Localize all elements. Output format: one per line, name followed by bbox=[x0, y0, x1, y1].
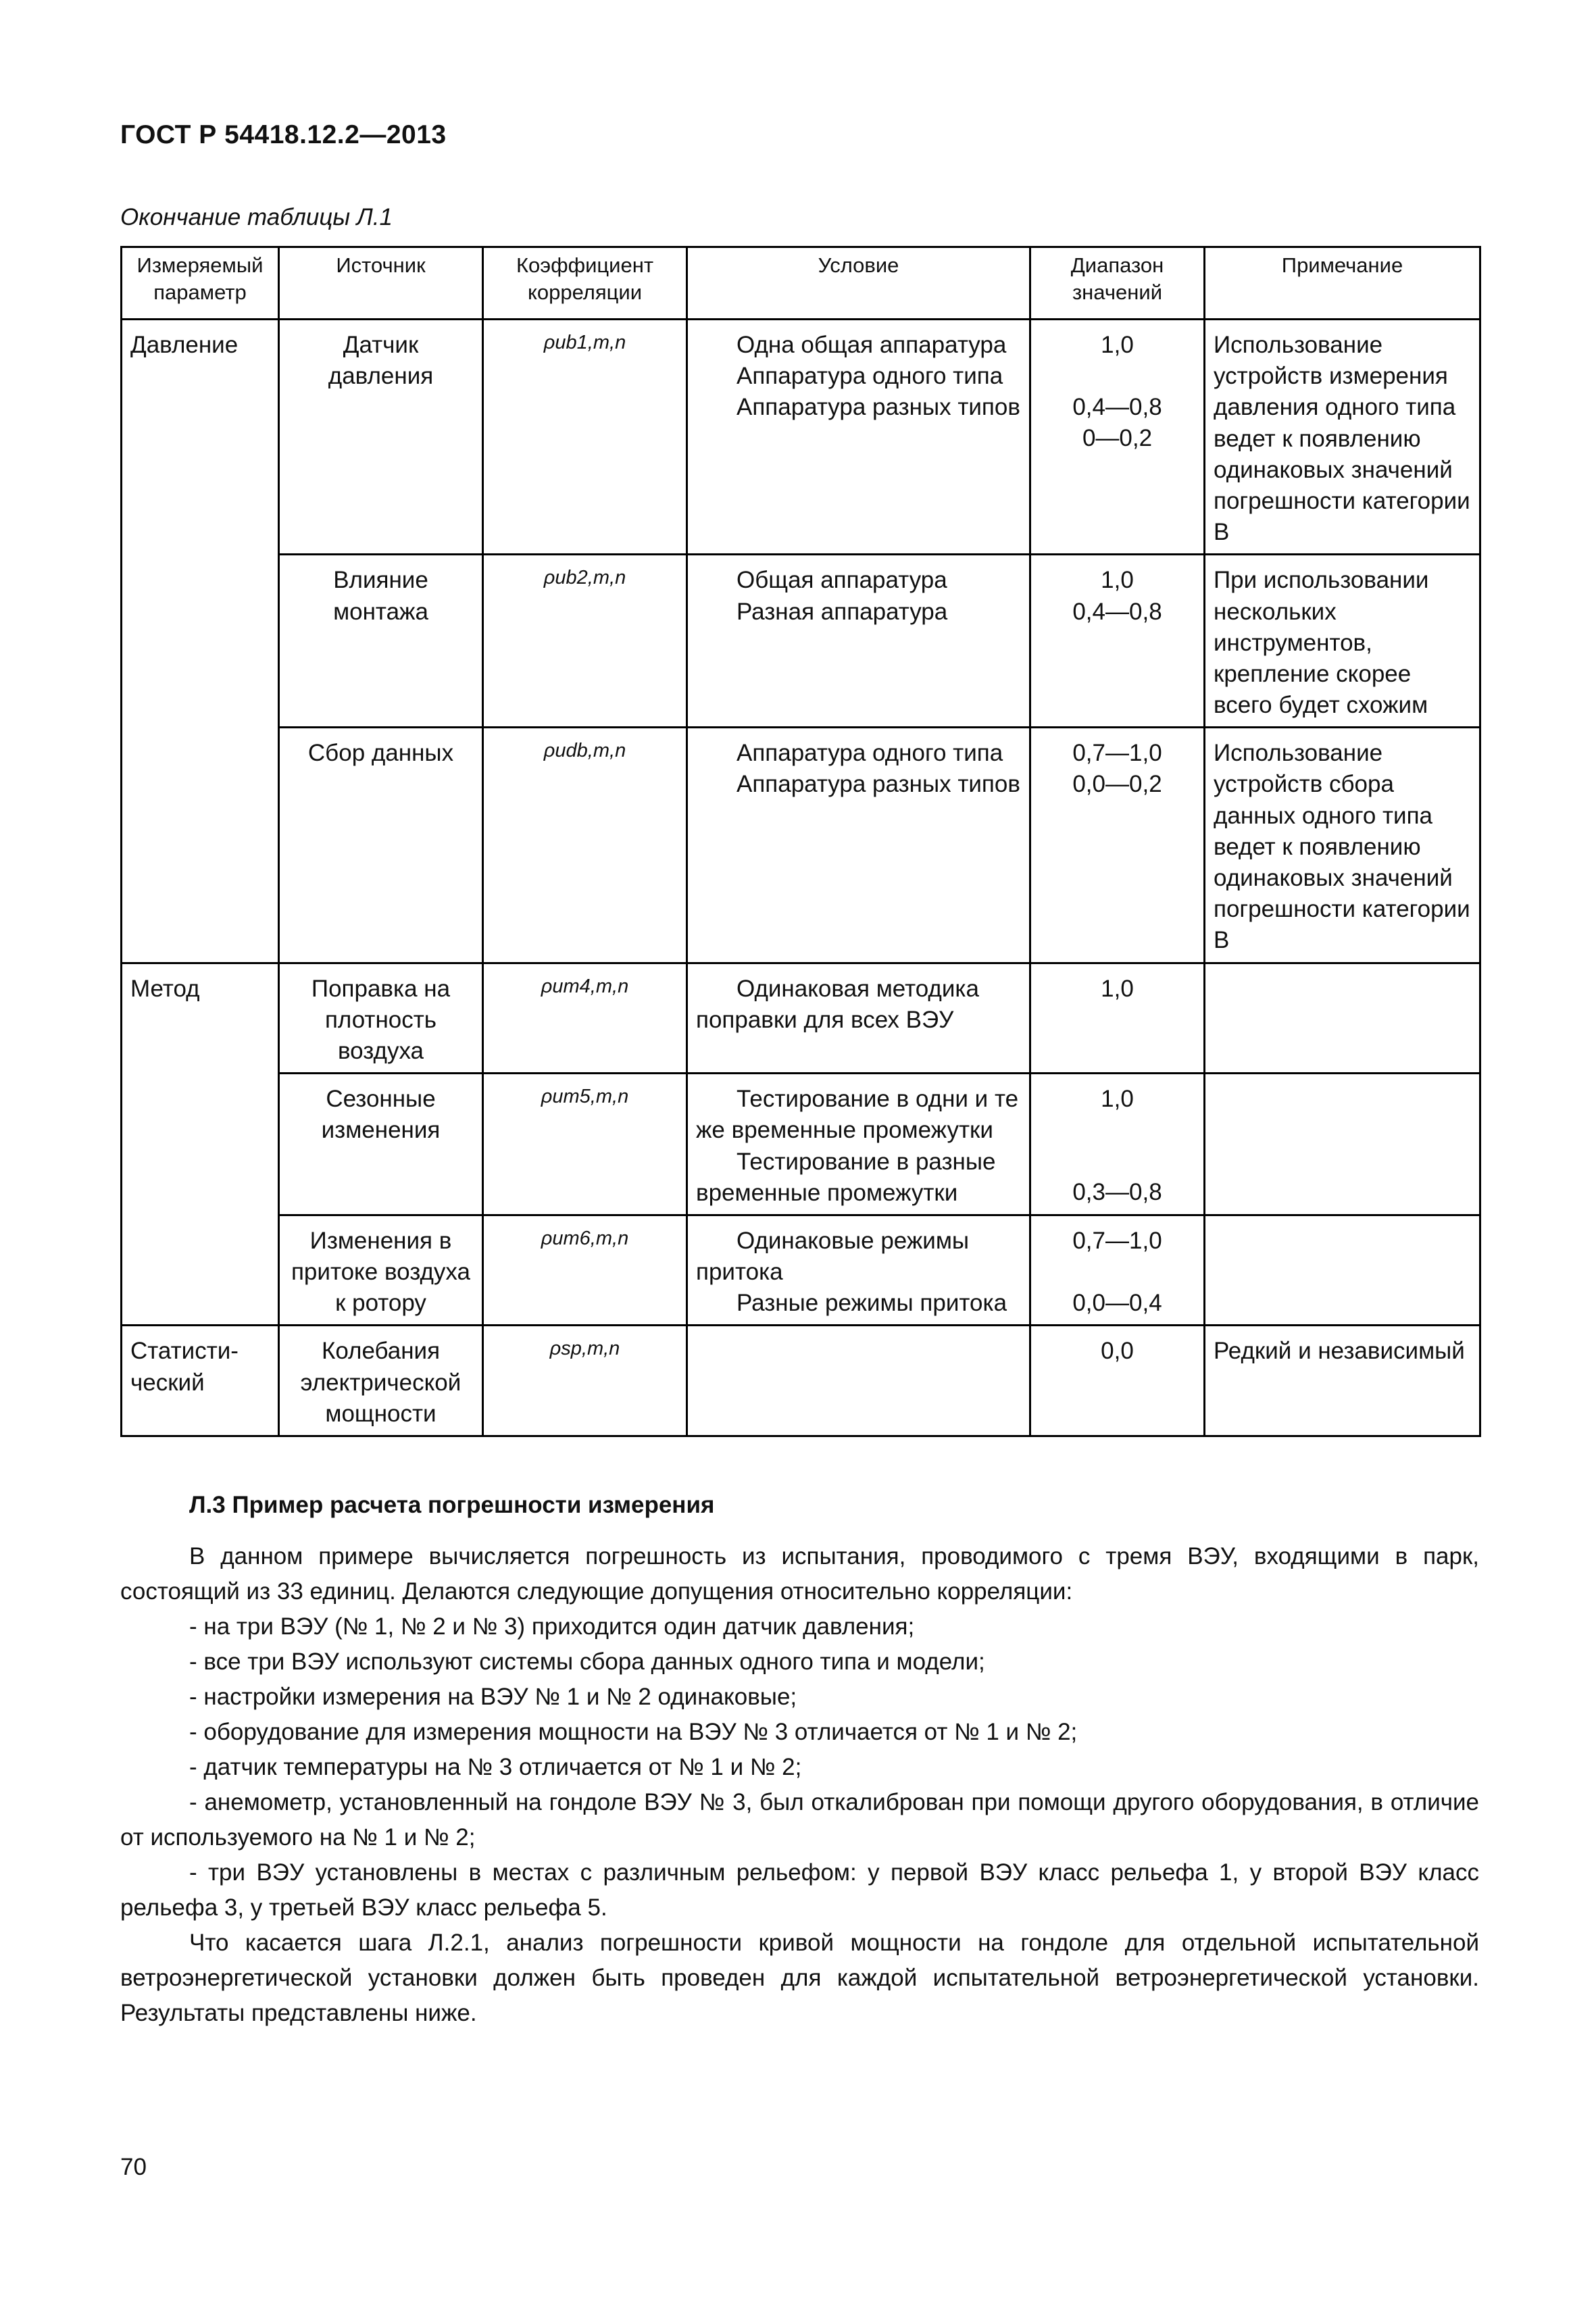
note-cell bbox=[1205, 1074, 1480, 1215]
range-value: 0,4—0,8 bbox=[1072, 394, 1162, 421]
condition-cell bbox=[687, 728, 1030, 963]
condition-line: Одинаковые режимы притока bbox=[696, 1227, 970, 1286]
header-range-line: Диапазон bbox=[1070, 253, 1164, 277]
condition-line: Тестирование в разные временные промежутки bbox=[696, 1148, 996, 1206]
condition-line: Разные режимы притока bbox=[737, 1290, 1007, 1317]
range-value: 1,0 bbox=[1101, 1086, 1134, 1113]
source-cell: Датчик давления bbox=[279, 320, 483, 555]
group-pressure: Давление bbox=[122, 320, 279, 963]
condition-cell bbox=[687, 963, 1030, 1074]
list-item: - все три ВЭУ используют системы сбора данных одного типа и модели; bbox=[189, 1649, 985, 1675]
table-row bbox=[122, 1215, 1480, 1326]
range-cell bbox=[1030, 1326, 1205, 1436]
condition-cell bbox=[687, 1326, 1030, 1436]
condition-line: Аппаратура разных типов bbox=[737, 394, 1020, 421]
range-value: 0,3—0,8 bbox=[1072, 1179, 1162, 1206]
header-range-line: значений bbox=[1072, 280, 1163, 304]
range-value: 0,0—0,2 bbox=[1072, 771, 1162, 798]
range-value: 0,7—1,0 bbox=[1072, 1227, 1162, 1254]
range-cell bbox=[1030, 1215, 1205, 1326]
coef-cell: ρsp,m,n bbox=[483, 1326, 687, 1436]
range-value: 1,0 bbox=[1101, 332, 1134, 358]
table-header-row bbox=[122, 247, 1480, 320]
page-number: 70 bbox=[120, 2154, 147, 2180]
table-row bbox=[122, 963, 1480, 1074]
condition-line: Общая аппаратура bbox=[737, 567, 947, 594]
range-value: 0,0 bbox=[1101, 1338, 1134, 1365]
note-cell bbox=[1205, 963, 1480, 1074]
condition-cell bbox=[687, 555, 1030, 728]
condition-line: Аппаратура разных типов bbox=[737, 771, 1020, 798]
header-coef-line: корреляции bbox=[527, 280, 643, 304]
note-cell: Использование устройств измерения давления одного типа ведет к появлению одинаковых значений погрешности категории В bbox=[1205, 320, 1480, 555]
condition-line: Разная аппаратура bbox=[737, 598, 948, 625]
condition-line: Тестирование в одни и те же временные промежутки bbox=[696, 1086, 1019, 1144]
condition-line: Аппаратура одного типа bbox=[737, 363, 1003, 390]
table-row bbox=[122, 1074, 1480, 1215]
range-cell bbox=[1030, 1074, 1205, 1215]
source-cell: Сбор данных bbox=[279, 728, 483, 963]
table-caption: Окончание таблицы Л.1 bbox=[120, 204, 393, 230]
header-note: Примечание bbox=[1205, 247, 1480, 320]
range-cell bbox=[1030, 963, 1205, 1074]
condition-line: Одинаковая методика поправки для всех ВЭУ bbox=[696, 975, 979, 1033]
note-cell: Использование устройств сбора данных одного типа ведет к появлению одинаковых значений погрешности категории В bbox=[1205, 728, 1480, 963]
source-cell: Колебания электрической мощности bbox=[279, 1326, 483, 1436]
header-param-line: Измеряемый bbox=[136, 253, 264, 277]
header-source: Источник bbox=[279, 247, 483, 320]
correlation-table bbox=[120, 246, 1481, 1437]
range-value: 1,0 bbox=[1101, 975, 1134, 1002]
body-paragraph: В данном примере вычисляется погрешность из испытания, проводимого с тремя ВЭУ, входящими в парк, состоящий из 33 единиц. Делаются следующие допущения относительно корреляции: bbox=[120, 1543, 1479, 1605]
range-cell bbox=[1030, 555, 1205, 728]
coef-cell: ρum5,m,n bbox=[483, 1074, 687, 1215]
header-coef-line: Коэффициент bbox=[516, 253, 654, 277]
coef-cell: ρudb,m,n bbox=[483, 728, 687, 963]
header-param bbox=[122, 247, 279, 320]
note-cell: Редкий и независимый bbox=[1205, 1326, 1480, 1436]
range-value: 0—0,2 bbox=[1082, 425, 1153, 452]
condition-line: Аппаратура одного типа bbox=[737, 740, 1003, 767]
list-item: - настройки измерения на ВЭУ № 1 и № 2 одинаковые; bbox=[189, 1684, 797, 1710]
condition-line: Одна общая аппаратура bbox=[737, 332, 1007, 358]
table-row bbox=[122, 555, 1480, 728]
coef-cell: ρum4,m,n bbox=[483, 963, 687, 1074]
list-item: - на три ВЭУ (№ 1, № 2 и № 3) приходится один датчик давления; bbox=[189, 1613, 915, 1640]
condition-cell bbox=[687, 1074, 1030, 1215]
range-value: 0,4—0,8 bbox=[1072, 598, 1162, 625]
range-value: 1,0 bbox=[1101, 567, 1134, 594]
section-body bbox=[120, 1539, 1479, 2031]
document-header: ГОСТ Р 54418.12.2—2013 bbox=[120, 120, 447, 149]
group-stat: Статисти-ческий bbox=[122, 1326, 279, 1436]
range-value: 0,7—1,0 bbox=[1072, 740, 1162, 767]
source-cell: Поправка на плотность воздуха bbox=[279, 963, 483, 1074]
note-cell bbox=[1205, 1215, 1480, 1326]
range-cell bbox=[1030, 320, 1205, 555]
coef-cell: ρum6,m,n bbox=[483, 1215, 687, 1326]
list-item: - три ВЭУ установлены в местах с различным рельефом: у первой ВЭУ класс рельефа 1, у второй ВЭУ класс рельефа 3, у третьей ВЭУ класс рельефа 5. bbox=[120, 1859, 1479, 1921]
coef-cell: ρub1,m,n bbox=[483, 320, 687, 555]
list-item: - датчик температуры на № 3 отличается от № 1 и № 2; bbox=[189, 1754, 802, 1780]
list-item: - оборудование для измерения мощности на ВЭУ № 3 отличается от № 1 и № 2; bbox=[189, 1719, 1078, 1745]
condition-cell bbox=[687, 320, 1030, 555]
header-range bbox=[1030, 247, 1205, 320]
source-cell: Сезонные изменения bbox=[279, 1074, 483, 1215]
source-cell: Изменения в притоке воздуха к ротору bbox=[279, 1215, 483, 1326]
table-row bbox=[122, 728, 1480, 963]
header-param-line: параметр bbox=[153, 280, 247, 304]
note-cell: При использовании нескольких инструментов, крепление скорее всего будет схожим bbox=[1205, 555, 1480, 728]
coef-cell: ρub2,m,n bbox=[483, 555, 687, 728]
list-item: - анемометр, установленный на гондоле ВЭУ № 3, был откалиброван при помощи другого оборудования, в отличие от используемого на № 1 и № 2; bbox=[120, 1789, 1479, 1851]
condition-cell bbox=[687, 1215, 1030, 1326]
group-method: Метод bbox=[122, 963, 279, 1326]
body-paragraph: Что касается шага Л.2.1, анализ погрешности кривой мощности на гондоле для отдельной испытательной ветроэнергетической установки должен быть проведен для каждой испытательной ветроэнергетической установки. Результаты представлены ниже. bbox=[120, 1930, 1479, 2026]
header-condition: Условие bbox=[687, 247, 1030, 320]
source-cell: Влияние монтажа bbox=[279, 555, 483, 728]
range-value: 0,0—0,4 bbox=[1072, 1290, 1162, 1317]
range-cell bbox=[1030, 728, 1205, 963]
header-coef bbox=[483, 247, 687, 320]
table-row bbox=[122, 320, 1480, 555]
section-heading: Л.3 Пример расчета погрешности измерения bbox=[189, 1492, 715, 1518]
table-row bbox=[122, 1326, 1480, 1436]
